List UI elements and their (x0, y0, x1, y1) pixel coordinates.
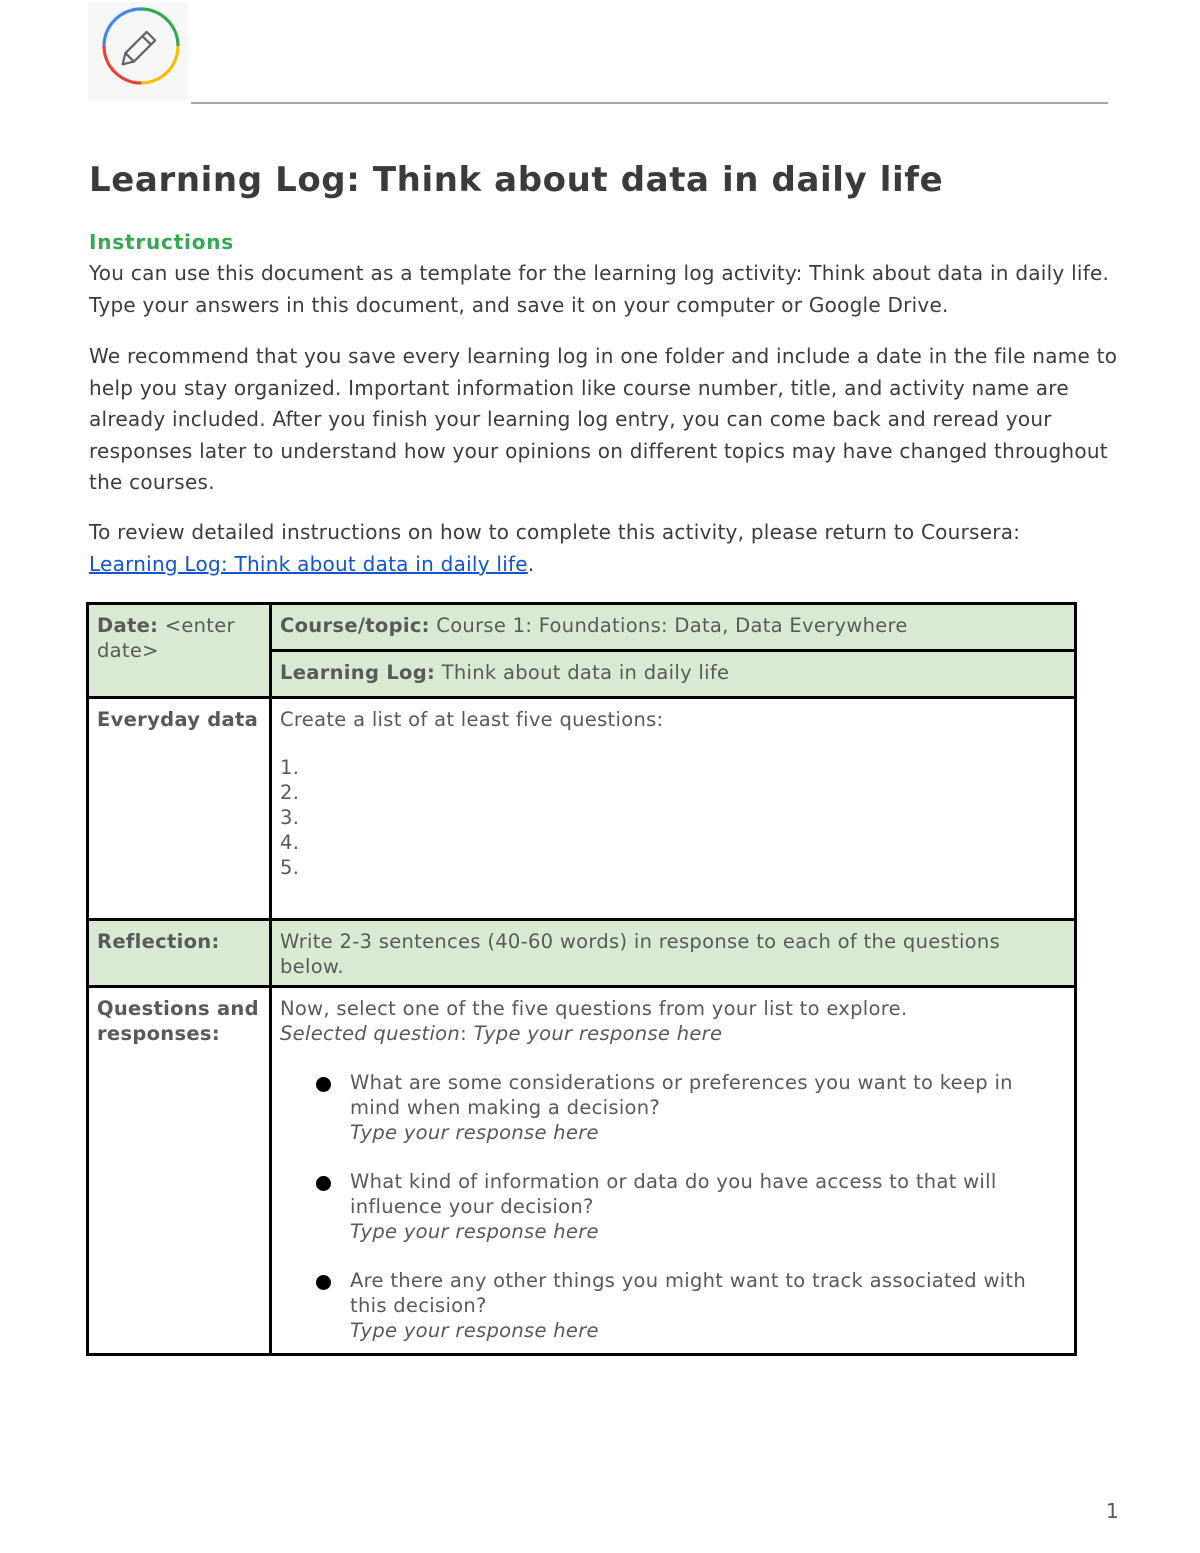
logo (88, 2, 188, 100)
response-placeholder[interactable]: Type your response here (350, 1220, 599, 1243)
question-list (280, 755, 1066, 880)
everyday-data-label: Everyday data (97, 708, 259, 731)
reflection-question: What kind of information or data do you have access to that will influence your decision? (350, 1170, 997, 1218)
question-item[interactable]: 1. (280, 756, 300, 779)
selected-question-separator: : (460, 1022, 474, 1045)
everyday-data-cell[interactable] (271, 698, 1076, 920)
reflection-question-item (280, 1268, 1066, 1343)
date-value: <enter date> (97, 614, 235, 662)
course-topic-value: Course 1: Foundations: Data, Data Everywhere (436, 614, 908, 637)
learning-log-cell (271, 651, 1076, 698)
learning-log-value: Think about data in daily life (441, 661, 730, 684)
selected-question-label: Selected question (280, 1022, 461, 1045)
everyday-data-prompt: Create a list of at least five questions: (280, 708, 664, 731)
reflection-text: Write 2-3 sentences (40-60 words) in response to each of the questions below. (280, 930, 1001, 978)
reflection-label-cell (88, 920, 271, 987)
document-title: Learning Log: Think about data in daily life (89, 160, 944, 200)
pencil-icon (88, 2, 188, 100)
response-placeholder[interactable]: Type your response here (350, 1121, 599, 1144)
instructions-paragraph-3 (89, 517, 1119, 580)
bullet-icon (316, 1176, 331, 1191)
reflection-question: Are there any other things you might want to track associated with this decision? (350, 1269, 1027, 1317)
selected-question-line[interactable] (280, 1021, 1066, 1046)
date-label: Date: (97, 614, 159, 637)
everyday-data-label-cell (88, 698, 271, 920)
question-item[interactable]: 4. (280, 831, 300, 854)
reflection-cell (271, 920, 1076, 987)
instructions-paragraph-2: We recommend that you save every learning log in one folder and include a date in the file name to help you stay organized. Important information like course number, title, and activity name are already included. After you finish your learning log entry, you can come back and reread your responses later to understand how your opinions on different topics may have changed throughout the courses. (89, 344, 1118, 494)
questions-responses-cell[interactable] (271, 987, 1076, 1355)
bullet-icon (316, 1275, 331, 1290)
reflection-question-item (280, 1169, 1066, 1244)
learning-log-table (86, 602, 1077, 1356)
reflection-question: What are some considerations or preferences you want to keep in mind when making a decision? (350, 1071, 1013, 1119)
learning-log-label: Learning Log: (280, 661, 436, 684)
link-period: . (527, 551, 535, 576)
question-item[interactable]: 2. (280, 781, 300, 804)
reflection-question-item (280, 1070, 1066, 1145)
instructions-paragraph-1: You can use this document as a template for the learning log activity: Think about data in daily life. Type your answers in this document, and save it on your computer or Google Drive. (89, 261, 1110, 317)
questions-responses-label: Questions and responses: (97, 997, 259, 1045)
questions-responses-label-cell (88, 987, 271, 1355)
instructions-heading: Instructions (89, 230, 235, 254)
question-item[interactable]: 5. (280, 856, 300, 879)
learning-log-link[interactable]: Learning Log: Think about data in daily life (89, 551, 528, 576)
selected-question-response[interactable]: Type your response here (473, 1022, 723, 1045)
qa-intro: Now, select one of the five questions from your list to explore. (280, 997, 908, 1020)
bullet-icon (316, 1077, 331, 1092)
course-topic-label: Course/topic: (280, 614, 430, 637)
page-number: 1 (1106, 1499, 1119, 1523)
date-cell[interactable] (88, 604, 271, 698)
reflection-label: Reflection: (97, 930, 220, 953)
coursera-return-text: To review detailed instructions on how to complete this activity, please return to Coursera: (89, 520, 1021, 544)
question-item[interactable]: 3. (280, 806, 300, 829)
header-rule (191, 102, 1108, 104)
course-topic-cell (271, 604, 1076, 651)
reflection-question-list (280, 1070, 1066, 1343)
response-placeholder[interactable]: Type your response here (350, 1319, 599, 1342)
